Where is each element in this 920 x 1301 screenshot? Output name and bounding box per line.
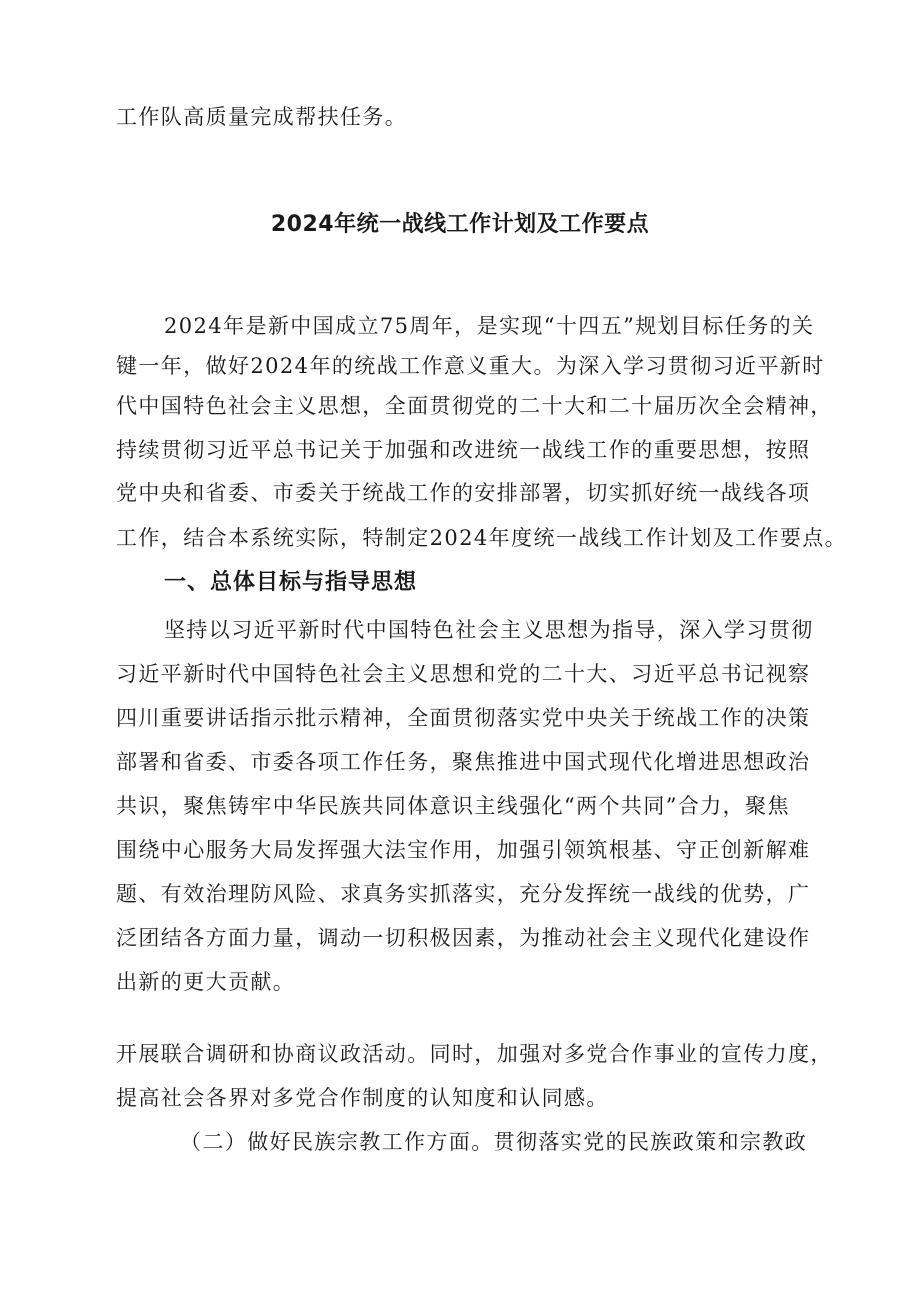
section-paragraph-line: 泛团结各方面力量，调动一切积极因素，为推动社会主义现代化建设作 xyxy=(116,926,811,950)
section-paragraph-line: 题、有效治理防风险、求真务实抓落实，充分发挥统一战线的优势，广 xyxy=(116,882,811,906)
section-paragraph-line: 共识，聚焦铸牢中华民族共同体意识主线强化“两个共同”合力，聚焦 xyxy=(116,794,790,818)
continuation-line: 提高社会各界对多党合作制度的认知度和认同感。 xyxy=(116,1086,609,1110)
top-fragment-text: 工作队高质量完成帮扶任务。 xyxy=(116,105,408,129)
section-paragraph-line: 习近平新时代中国特色社会主义思想和党的二十大、习近平总书记视察 xyxy=(116,662,811,686)
continuation-line: 开展联合调研和协商议政活动。同时，加强对多党合作事业的宣传力度， xyxy=(116,1042,833,1066)
intro-line: 党中央和省委、市委关于统战工作的安排部署，切实抓好统一战线各项 xyxy=(116,481,811,505)
document-title: 2024年统一战线工作计划及工作要点 xyxy=(270,212,650,237)
section-heading: 一、总体目标与指导思想 xyxy=(164,570,418,595)
section-paragraph-line: 围绕中心服务大局发挥强大法宝作用，加强引领筑根基、守正创新解难 xyxy=(116,838,811,862)
intro-line: 工作，结合本系统实际，特制定2024年度统一战线工作计划及工作要点。 xyxy=(116,526,848,550)
intro-line: 键一年，做好2024年的统战工作意义重大。为深入学习贯彻习近平新时 xyxy=(116,354,825,378)
subsection-line: （二）做好民族宗教工作方面。贯彻落实党的民族政策和宗教政 xyxy=(180,1130,808,1154)
intro-line: 持续贯彻习近平总书记关于加强和改进统一战线工作的重要思想，按照 xyxy=(116,438,811,462)
section-paragraph-line: 四川重要讲话指示批示精神，全面贯彻落实党中央关于统战工作的决策 xyxy=(116,706,811,730)
section-paragraph-line: 出新的更大贡献。 xyxy=(116,970,296,994)
intro-line: 代中国特色社会主义思想，全面贯彻党的二十大和二十届历次全会精神， xyxy=(116,394,833,418)
intro-line: 2024年是新中国成立75周年，是实现“十四五”规划目标任务的关 xyxy=(164,314,815,338)
section-paragraph-line: 部署和省委、市委各项工作任务，聚焦推进中国式现代化增进思想政治 xyxy=(116,750,811,774)
section-paragraph-line: 坚持以习近平新时代中国特色社会主义思想为指导，深入学习贯彻 xyxy=(164,618,814,642)
